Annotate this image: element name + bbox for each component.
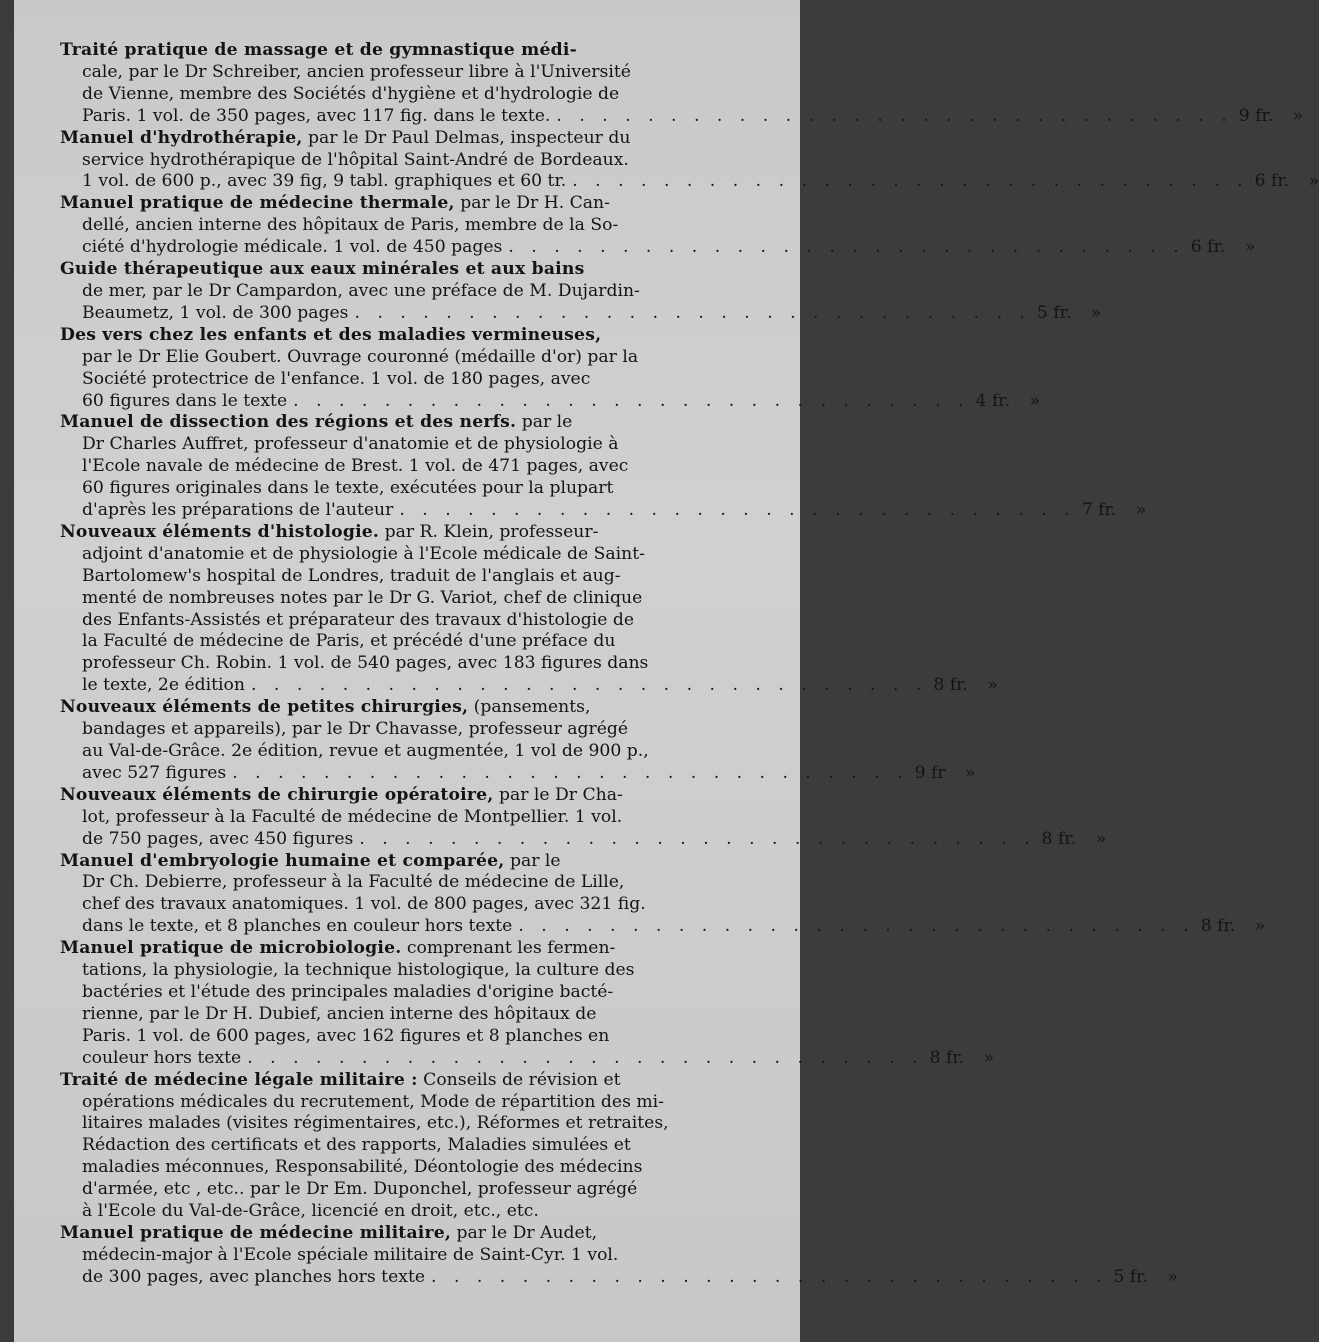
catalogue-entry bbox=[60, 259, 1102, 325]
entry-title-line bbox=[60, 259, 754, 281]
entry-title-line bbox=[60, 522, 754, 544]
entry-text-line: lot, professeur à la Faculté de médecine de Montpellier. 1 vol. bbox=[82, 806, 623, 827]
ditto-mark: » bbox=[1292, 105, 1304, 126]
entry-text-line: de 750 pages, avec 450 figures bbox=[82, 828, 354, 849]
entry-title: Manuel pratique de médecine militaire, bbox=[60, 1222, 452, 1243]
ditto-mark: » bbox=[983, 1047, 995, 1068]
entry-text-line: dans le texte, et 8 planches en couleur hors texte bbox=[82, 916, 513, 937]
entry-price: 6 fr. bbox=[1254, 171, 1290, 192]
entry-price-line bbox=[60, 762, 976, 785]
entry-text-line: menté de nombreuses notes par le Dr G. Variot, chef de clinique bbox=[82, 587, 643, 608]
entry-price: 8 fr. bbox=[1041, 828, 1077, 849]
leader-dots: . . . . . . . . . . . . . . . . . . . . . . . . . . . . . . bbox=[572, 171, 1249, 192]
catalogue-entry bbox=[60, 850, 1266, 939]
entry-text-line: opérations médicales du recrutement, Mode de répartition des mi- bbox=[82, 1091, 664, 1112]
entry-text-line: par le Dr Elie Goubert. Ouvrage couronné (médaille d'or) par la bbox=[82, 346, 639, 367]
entry-text-line: rienne, par le Dr H. Dubief, ancien interne des hôpitaux de bbox=[82, 1003, 597, 1024]
ditto-mark: » bbox=[1308, 171, 1319, 192]
entry-text-line: adjoint d'anatomie et de physiologie à l'Ecole médicale de Saint- bbox=[82, 543, 645, 564]
entry-price-line bbox=[60, 105, 1304, 128]
entry-text-line: chef des travaux anatomiques. 1 vol. de 800 pages, avec 321 fig. bbox=[82, 894, 646, 915]
entry-price: 6 fr. bbox=[1190, 237, 1226, 258]
entry-price-line bbox=[60, 916, 1266, 938]
entry-title-rest: par le Dr Cha- bbox=[493, 784, 623, 805]
entry-title-line bbox=[60, 697, 754, 719]
entry-title: Manuel pratique de médecine thermale, bbox=[60, 193, 455, 214]
entry-text-line: maladies méconnues, Responsabilité, Déontologie des médecins bbox=[82, 1157, 643, 1178]
entry-text-line: Paris. 1 vol. de 350 pages, avec 117 fig. dans le texte. bbox=[82, 105, 551, 126]
catalogue-entry bbox=[60, 521, 998, 697]
ditto-mark: » bbox=[1254, 916, 1266, 937]
entry-price-line bbox=[60, 1047, 995, 1070]
entry-text-line: de 300 pages, avec planches hors texte bbox=[82, 1266, 426, 1287]
entry-text-line: Paris. 1 vol. de 600 pages, avec 162 figures et 8 planches en bbox=[82, 1025, 610, 1046]
entry-title: Nouveaux éléments de petites chirurgies, bbox=[60, 697, 469, 718]
entry-title-line bbox=[60, 785, 754, 807]
entry-price: 7 fr. bbox=[1081, 500, 1117, 521]
ditto-mark: » bbox=[1167, 1266, 1178, 1287]
catalogue-entry bbox=[60, 784, 1107, 851]
entry-text-line: bactéries et l'étude des principales maladies d'origine bacté- bbox=[82, 981, 614, 1002]
leader-dots: . . . . . . . . . . . . . . . . . . . . . . . . . . . . . . bbox=[232, 762, 909, 783]
entry-text-line: Société protectrice de l'enfance. 1 vol. de 180 pages, avec bbox=[82, 368, 591, 389]
entry-text-line: dellé, ancien interne des hôpitaux de Paris, membre de la So- bbox=[82, 215, 619, 236]
entry-price-line bbox=[60, 390, 1041, 413]
entry-title: Nouveaux éléments d'histologie. bbox=[60, 521, 380, 542]
entry-title-rest: (pansements, bbox=[468, 697, 591, 718]
entry-text-line: avec 527 figures bbox=[82, 762, 227, 783]
entry-text-line: cale, par le Dr Schreiber, ancien professeur libre à l'Université bbox=[82, 61, 631, 82]
entry-price: 4 fr. bbox=[975, 390, 1011, 411]
entry-title-rest: par le bbox=[504, 850, 561, 871]
entry-price: 9 fr bbox=[914, 762, 946, 783]
entry-title: Manuel pratique de microbiologie. bbox=[60, 938, 402, 959]
entry-title-line bbox=[60, 1070, 754, 1092]
leader-dots: . . . . . . . . . . . . . . . . . . . . . . . . . . . . . . bbox=[518, 916, 1195, 937]
entry-text-line: 60 figures originales dans le texte, exécutées pour la plupart bbox=[82, 478, 614, 499]
entry-title: Traité pratique de massage et de gymnastique médi- bbox=[60, 40, 577, 60]
entry-title-line bbox=[60, 193, 754, 215]
entry-text-line: à l'Ecole du Val-de-Grâce, licencié en droit, etc., etc. bbox=[82, 1201, 539, 1222]
book-page bbox=[14, 0, 1319, 1342]
entry-text-line: des Enfants-Assistés et préparateur des travaux d'histologie de bbox=[82, 609, 635, 630]
entry-text-line: 60 figures dans le texte bbox=[82, 390, 288, 411]
entry-title-line bbox=[60, 412, 754, 434]
catalogue-entry bbox=[60, 938, 995, 1069]
entry-price: 5 fr. bbox=[1036, 302, 1072, 323]
entry-title: Traité de médecine légale militaire : bbox=[60, 1069, 418, 1090]
entry-text-line: Beaumetz, 1 vol. de 300 pages bbox=[82, 302, 349, 323]
entry-price-line bbox=[60, 1266, 1178, 1289]
entry-price: 8 fr. bbox=[933, 675, 968, 696]
catalogue-entry bbox=[60, 1222, 1178, 1289]
entry-text-line: service hydrothérapique de l'hôpital Saint-André de Bordeaux. bbox=[82, 149, 629, 170]
leader-dots: . . . . . . . . . . . . . . . . . . . . . . . . . . . . . . bbox=[508, 237, 1185, 258]
leader-dots: . . . . . . . . . . . . . . . . . . . . . . . . . . . . . . bbox=[399, 500, 1076, 521]
ditto-mark: » bbox=[1095, 828, 1107, 849]
entry-text-line: de Vienne, membre des Sociétés d'hygiène et d'hydrologie de bbox=[82, 83, 620, 104]
entry-text-line: litaires malades (visites régimentaires, etc.), Réformes et retraites, bbox=[82, 1113, 669, 1134]
entry-title-rest: par le Dr H. Can- bbox=[454, 193, 610, 214]
catalogue-entry bbox=[60, 1070, 754, 1223]
leader-dots: . . . . . . . . . . . . . . . . . . . . . . . . . . . . . . bbox=[556, 105, 1233, 126]
entry-text-line: l'Ecole navale de médecine de Brest. 1 vol. de 471 pages, avec bbox=[82, 456, 629, 477]
catalogue-entry bbox=[60, 40, 1304, 128]
catalogue-entry bbox=[60, 127, 1319, 194]
leader-dots: . . . . . . . . . . . . . . . . . . . . . . . . . . . . . . bbox=[247, 1047, 924, 1068]
entry-text-line: Dr Ch. Debierre, professeur à la Faculté de médecine de Lille, bbox=[82, 872, 625, 893]
entry-text-line: la Faculté de médecine de Paris, et précédé d'une préface du bbox=[82, 631, 616, 652]
ditto-mark: » bbox=[1029, 390, 1041, 411]
entry-price-line bbox=[60, 171, 1319, 193]
entry-title: Guide thérapeutique aux eaux minérales et aux bains bbox=[60, 259, 585, 280]
ditto-mark: » bbox=[1244, 237, 1256, 258]
entry-title-rest: Conseils de révision et bbox=[417, 1069, 621, 1090]
catalogue-entry bbox=[60, 193, 1256, 259]
entry-title: Nouveaux éléments de chirurgie opératoire, bbox=[60, 784, 494, 805]
entry-title-rest: comprenant les fermen- bbox=[401, 938, 616, 959]
entry-price-line bbox=[60, 237, 1256, 259]
ditto-mark: » bbox=[1090, 302, 1102, 323]
entry-price: 9 fr. bbox=[1238, 105, 1274, 126]
entry-text-line: d'après les préparations de l'auteur bbox=[82, 500, 394, 521]
entry-price: 5 fr. bbox=[1113, 1266, 1148, 1287]
entry-text-line: ciété d'hydrologie médicale. 1 vol. de 450 pages bbox=[82, 237, 503, 258]
entry-text-line: bandages et appareils), par le Dr Chavasse, professeur agrégé bbox=[82, 719, 629, 740]
entry-price: 8 fr. bbox=[1200, 916, 1236, 937]
entry-text-line: professeur Ch. Robin. 1 vol. de 540 pages, avec 183 figures dans bbox=[82, 653, 649, 674]
catalogue-entry bbox=[60, 324, 1041, 413]
entry-price-line bbox=[60, 828, 1107, 851]
entry-text-line: d'armée, etc , etc.. par le Dr Em. Duponchel, professeur agrégé bbox=[82, 1179, 638, 1200]
entry-text-line: au Val-de-Grâce. 2e édition, revue et augmentée, 1 vol de 900 p., bbox=[82, 741, 649, 761]
entry-title-rest: par le Dr Paul Delmas, inspecteur du bbox=[302, 127, 631, 148]
entry-title-rest: par R. Klein, professeur- bbox=[379, 521, 599, 542]
entry-price-line bbox=[60, 302, 1102, 325]
entry-title-line bbox=[60, 1223, 754, 1245]
entry-text-line: Dr Charles Auffret, professeur d'anatomie et de physiologie à bbox=[82, 434, 619, 455]
ditto-mark: » bbox=[1135, 500, 1147, 521]
entry-text-line: Bartolomew's hospital de Londres, traduit de l'anglais et aug- bbox=[82, 565, 621, 586]
leader-dots: . . . . . . . . . . . . . . . . . . . . . . . . . . . . . . bbox=[293, 390, 970, 411]
entry-price: 8 fr. bbox=[929, 1047, 965, 1068]
entry-title: Des vers chez les enfants et des maladies vermineuses, bbox=[60, 324, 602, 345]
entry-title: Manuel de dissection des régions et des nerfs. bbox=[60, 412, 517, 433]
catalogue-entry bbox=[60, 412, 1147, 522]
entry-title: Manuel d'embryologie humaine et comparée, bbox=[60, 850, 505, 871]
entry-price-line bbox=[60, 675, 998, 697]
entry-title-rest: par le bbox=[516, 412, 573, 433]
catalogue-entry bbox=[60, 697, 976, 785]
leader-dots: . . . . . . . . . . . . . . . . . . . . . . . . . . . . . . bbox=[354, 302, 1031, 323]
entry-title-line bbox=[60, 128, 754, 150]
entry-title-line bbox=[60, 851, 754, 873]
entry-text-line: le texte, 2e édition bbox=[82, 675, 245, 696]
entry-text-line: 1 vol. de 600 p., avec 39 fig, 9 tabl. graphiques et 60 tr. bbox=[82, 171, 567, 192]
entry-title-line bbox=[60, 325, 754, 347]
catalogue-listing bbox=[60, 40, 1319, 1289]
ditto-mark: » bbox=[965, 762, 976, 783]
entry-title-rest: par le Dr Audet, bbox=[451, 1222, 598, 1243]
entry-text-line: Rédaction des certificats et des rapports, Maladies simulées et bbox=[82, 1135, 631, 1156]
entry-text-line: médecin-major à l'Ecole spéciale militaire de Saint-Cyr. 1 vol. bbox=[82, 1244, 619, 1265]
entry-title-line bbox=[60, 938, 754, 960]
entry-text-line: de mer, par le Dr Campardon, avec une préface de M. Dujardin- bbox=[82, 280, 640, 301]
ditto-mark: » bbox=[987, 675, 998, 696]
leader-dots: . . . . . . . . . . . . . . . . . . . . . . . . . . . . . . bbox=[250, 675, 928, 696]
entry-text-line: couleur hors texte bbox=[82, 1047, 242, 1068]
entry-title-line bbox=[60, 40, 754, 62]
entry-text-line: tations, la physiologie, la technique histologique, la culture des bbox=[82, 960, 635, 981]
entry-title: Manuel d'hydrothérapie, bbox=[60, 127, 303, 148]
leader-dots: . . . . . . . . . . . . . . . . . . . . . . . . . . . . . . bbox=[431, 1266, 1108, 1287]
entry-price-line bbox=[60, 500, 1147, 522]
leader-dots: . . . . . . . . . . . . . . . . . . . . . . . . . . . . . . bbox=[359, 828, 1036, 849]
